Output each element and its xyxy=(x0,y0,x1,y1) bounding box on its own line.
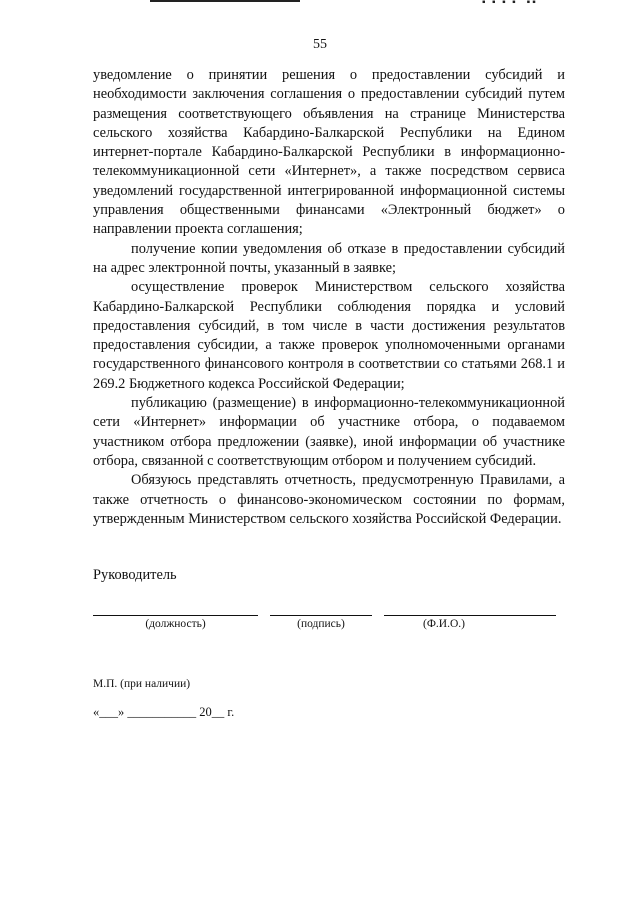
top-edge-marks: ▪ ▪ ▪ ▪ ▪▪ xyxy=(482,0,538,8)
position-caption: (должность) xyxy=(145,618,206,630)
page-number: 55 xyxy=(313,37,327,52)
date-line: «___» ___________ 20__ г. xyxy=(93,705,235,719)
name-caption: (Ф.И.О.) xyxy=(423,618,465,630)
paragraph-notification: уведомление о принятии решения о предоставлении субсидий и необходимости заключения соглашения о предоставлении субсидий путем размещения соответствующего объявления на странице Министерства сельского хозяйства Кабардино-Балкарской Республики на Едином интернет-портале Кабардино-Балкарской Республики в информационно-телекоммуникационной сети «Интернет», а также посредством сервиса уведомлений государственной интегрированной информационной системы управления общественными финансами «Электронный бюджет» о направлении проекта соглашения; xyxy=(93,67,565,238)
signature-line xyxy=(270,615,372,616)
top-rule xyxy=(150,0,300,2)
name-line xyxy=(384,615,556,616)
signer-label: Руководитель xyxy=(93,567,177,583)
signature-caption: (подпись) xyxy=(297,618,345,630)
paragraph-publication: публикацию (размещение) в информационно-телекоммуникационной сети «Интернет» информации об участнике отбора, о подаваемом участником отбора предложении (заявке), иной информации об участнике отбора, связанной с соответствующим отбором и получением субсидий. xyxy=(93,395,565,469)
stamp-label: М.П. (при наличии) xyxy=(93,678,191,690)
paragraph-inspections: осуществление проверок Министерством сельского хозяйства Кабардино-Балкарской Республики соблюдения порядка и условий предоставления субсидий, в том числе в части достижения результатов предоставления субсидии, а также проверок уполномоченными органами государственного финансового контроля в соответствии со статьями 268.1 и 269.2 Бюджетного кодекса Российской Федерации; xyxy=(93,279,565,392)
document-body xyxy=(93,66,565,529)
paragraph-refusal-copy: получение копии уведомления об отказе в предоставлении субсидий на адрес электронной почты, указанный в заявке; xyxy=(93,240,565,276)
paragraph-reporting-obligation: Обязуюсь представлять отчетность, предусмотренную Правилами, а также отчетность о финансово-экономическом состоянии по формам, утвержденным Министерством сельского хозяйства Российской Федерации. xyxy=(93,472,565,527)
position-line xyxy=(93,615,258,616)
